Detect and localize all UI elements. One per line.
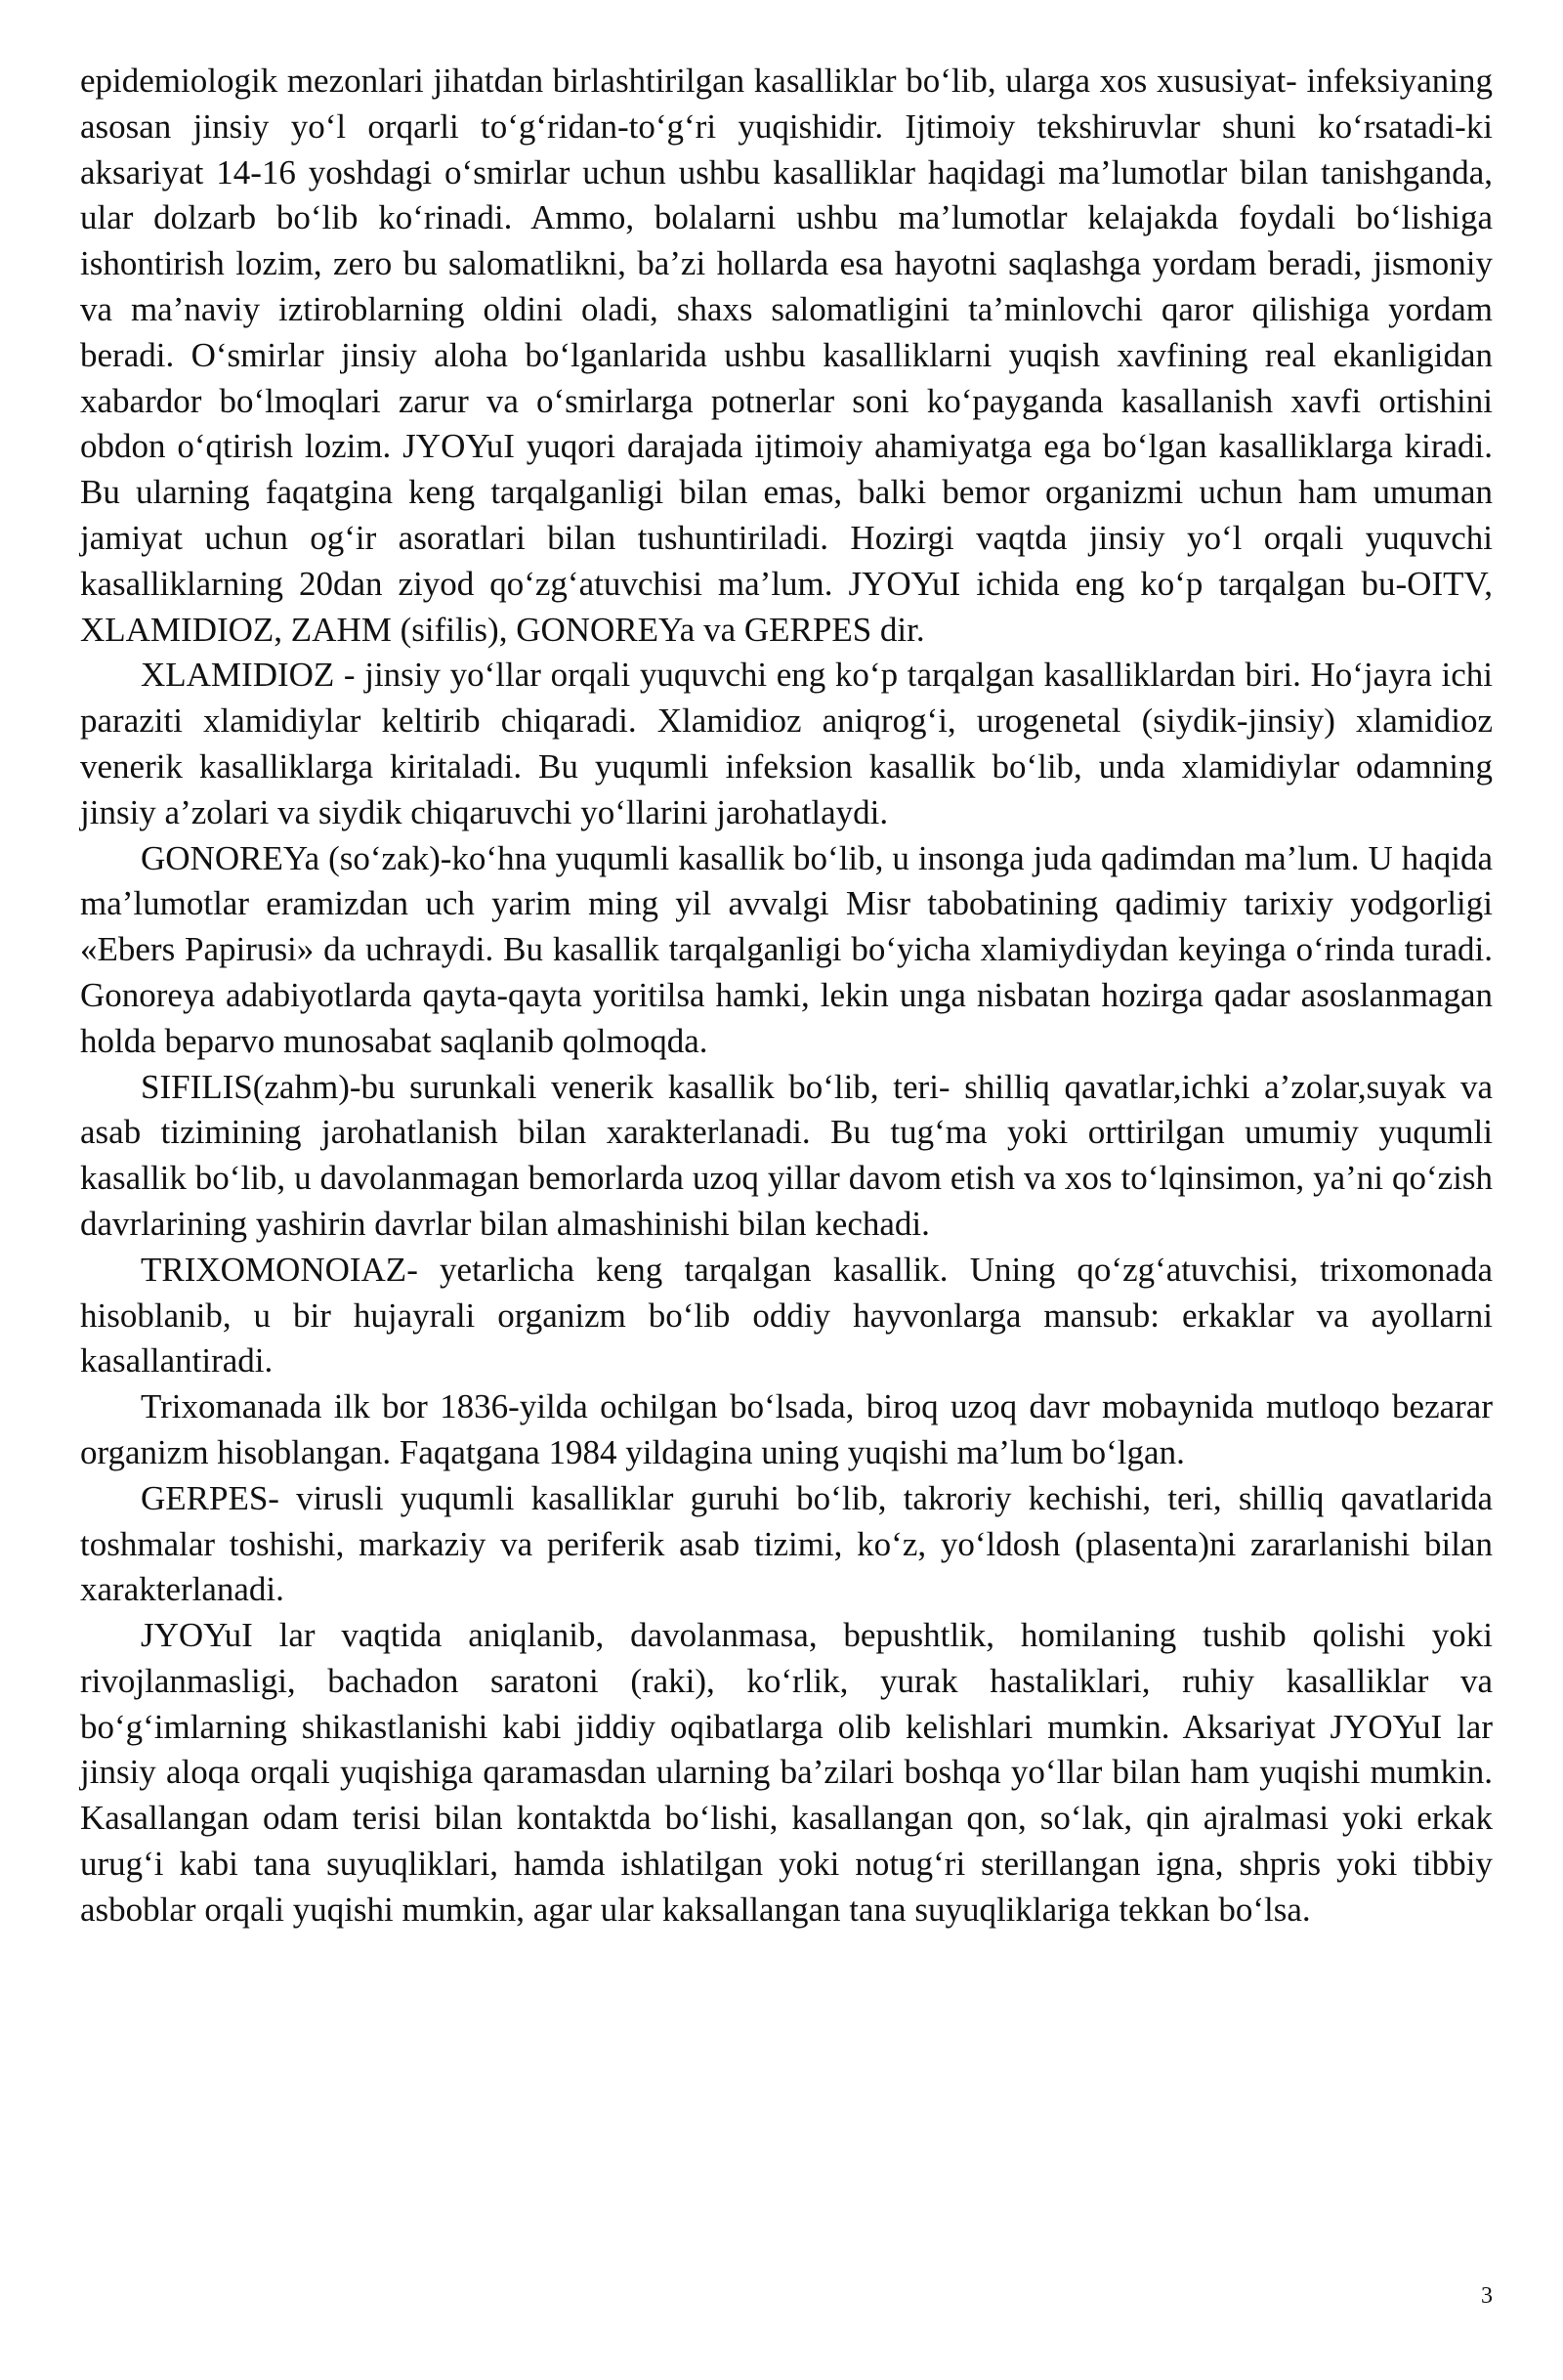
paragraph-trixomonoiaz: TRIXOMONOIAZ- yetarlicha keng tarqalgan kasallik. Uning qo‘zg‘atuvchisi, trixomonada hisoblanib, u bir hujayrali organizm bo‘lib oddiy hayvonlarga mansub: erkaklar va ayollarni kasallantiradi.	[80, 1250, 1493, 1381]
paragraph-xlamidioz: XLAMIDIOZ - jinsiy yo‘llar orqali yuquvchi eng ko‘p tarqalgan kasalliklardan biri. Ho‘jayra ichi paraziti xlamidiylar keltirib chiqaradi. Xlamidioz aniqrog‘i, urogenetal (siydik-jinsiy) xlamidioz venerik kasalliklarga kiritaladi. Bu yuqumli infeksion kasallik bo‘lib, unda xlamidiylar odamning jinsiy a’zolari va siydik chiqaruvchi yo‘llarini jarohatlaydi.	[80, 656, 1493, 831]
document-page	[80, 59, 1493, 1934]
paragraph-gonoreya: GONOREYa (so‘zak)-ko‘hna yuqumli kasallik bo‘lib, u insonga juda qadimdan ma’lum. U haqida ma’lumotlar eramizdan uch yarim ming yil avvalgi Misr tabobatining qadimiy tarixiy yodgorligi «Ebers Papirusi» da uchraydi. Bu kasallik tarqalganligi bo‘yicha xlamiydiydan keyinga o‘rinda turadi. Gonoreya adabiyotlarda qayta-qayta yoritilsa hamki, lekin unga nisbatan hozirga qadar asoslanmagan holda beparvo munosabat saqlanib qolmoqda.	[80, 838, 1493, 1060]
paragraph-sifilis: SIFILIS(zahm)-bu surunkali venerik kasallik bo‘lib, teri- shilliq qavatlar,ichki a’zolar,suyak va asab tizimining jarohatlanish bilan xarakterlanadi. Bu tug‘ma yoki orttirilgan umumiy yuqumli kasallik bo‘lib, u davolanmagan bemorlarda uzoq yillar davom etish va xos to‘lqinsimon, ya’ni qo‘zish davrlarining yashirin davrlar bilan almashinishi bilan kechadi.	[80, 1067, 1493, 1243]
paragraph-jyoyui: JYOYuI lar vaqtida aniqlanib, davolanmasa, bepushtlik, homilaning tushib qolishi yoki rivojlanmasligi, bachadon saratoni (raki), ko‘rlik, yurak hastaliklari, ruhiy kasalliklar va bo‘g‘imlarning shikastlanishi kabi jiddiy oqibatlarga olib kelishlari mumkin. Aksariyat JYOYuI lar jinsiy aloqa orqali yuqishiga qaramasdan ularning ba’zilari boshqa yo‘llar bilan ham yuqishi mumkin. Kasallangan odam terisi bilan kontaktda bo‘lishi, kasallangan qon, so‘lak, qin ajralmasi yoki erkak urug‘i kabi tana suyuqliklari, hamda ishlatilgan yoki notug‘ri sterillangan igna, shpris yoki tibbiy asboblar orqali yuqishi mumkin, agar ular kaksallangan tana suyuqliklariga tekkan bo‘lsa.	[80, 1616, 1493, 1929]
paragraph-trixomanada: Trixomanada ilk bor 1836-yilda ochilgan bo‘lsada, biroq uzoq davr mobaynida mutloqo bezarar organizm hisoblangan. Faqatgana 1984 yildagina uning yuqishi ma’lum bo‘lgan.	[80, 1387, 1493, 1471]
paragraph-continuation: epidemiologik mezonlari jihatdan birlashtirilgan kasalliklar bo‘lib, ularga xos xususiyat- infeksiyaning asosan jinsiy yo‘l orqarli to‘g‘ridan-to‘g‘ri yuqishidir. Ijtimoiy tekshiruvlar shuni ko‘rsatadi-ki aksariyat 14-16 yoshdagi o‘smirlar uchun ushbu kasalliklar haqidagi ma’lumotlar bilan tanishganda, ular dolzarb bo‘lib ko‘rinadi. Ammo, bolalarni ushbu ma’lumotlar kelajakda foydali bo‘lishiga ishontirish lozim, zero bu salomatlikni, ba’zi hollarda esa hayotni saqlashga yordam beradi, jismoniy va ma’naviy iztiroblarning oldini oladi, shaxs salomatligini ta’minlovchi qaror qilishiga yordam beradi. O‘smirlar jinsiy aloha bo‘lganlarida ushbu kasalliklarni yuqish xavfining real ekanligidan xabardor bo‘lmoqlari zarur va o‘smirlarga potnerlar soni ko‘payganda kasallanish xavfi ortishini obdon o‘qtirish lozim. JYOYuI yuqori darajada ijtimoiy ahamiyatga ega bo‘lgan kasalliklarga kiradi. Bu ularning faqatgina keng tarqalganligi bilan emas, balki bemor organizmi uchun ham umuman jamiyat uchun og‘ir asoratlari bilan tushuntiriladi. Hozirgi vaqtda jinsiy yo‘l orqali yuquvchi kasalliklarning 20dan ziyod qo‘zg‘atuvchisi ma’lum. JYOYuI ichida eng ko‘p tarqalgan bu-OITV, XLAMIDIOZ, ZAHM (sifilis), GONOREYa va GERPES dir.	[80, 62, 1493, 649]
page-number: 3	[1481, 2283, 1493, 2309]
paragraph-gerpes: GERPES- virusli yuqumli kasalliklar guruhi bo‘lib, takroriy kechishi, teri, shilliq qavatlarida toshmalar toshishi, markaziy va periferik asab tizimi, ko‘z, yo‘ldosh (plasenta)ni zararlanishi bilan xarakterlanadi.	[80, 1478, 1493, 1609]
